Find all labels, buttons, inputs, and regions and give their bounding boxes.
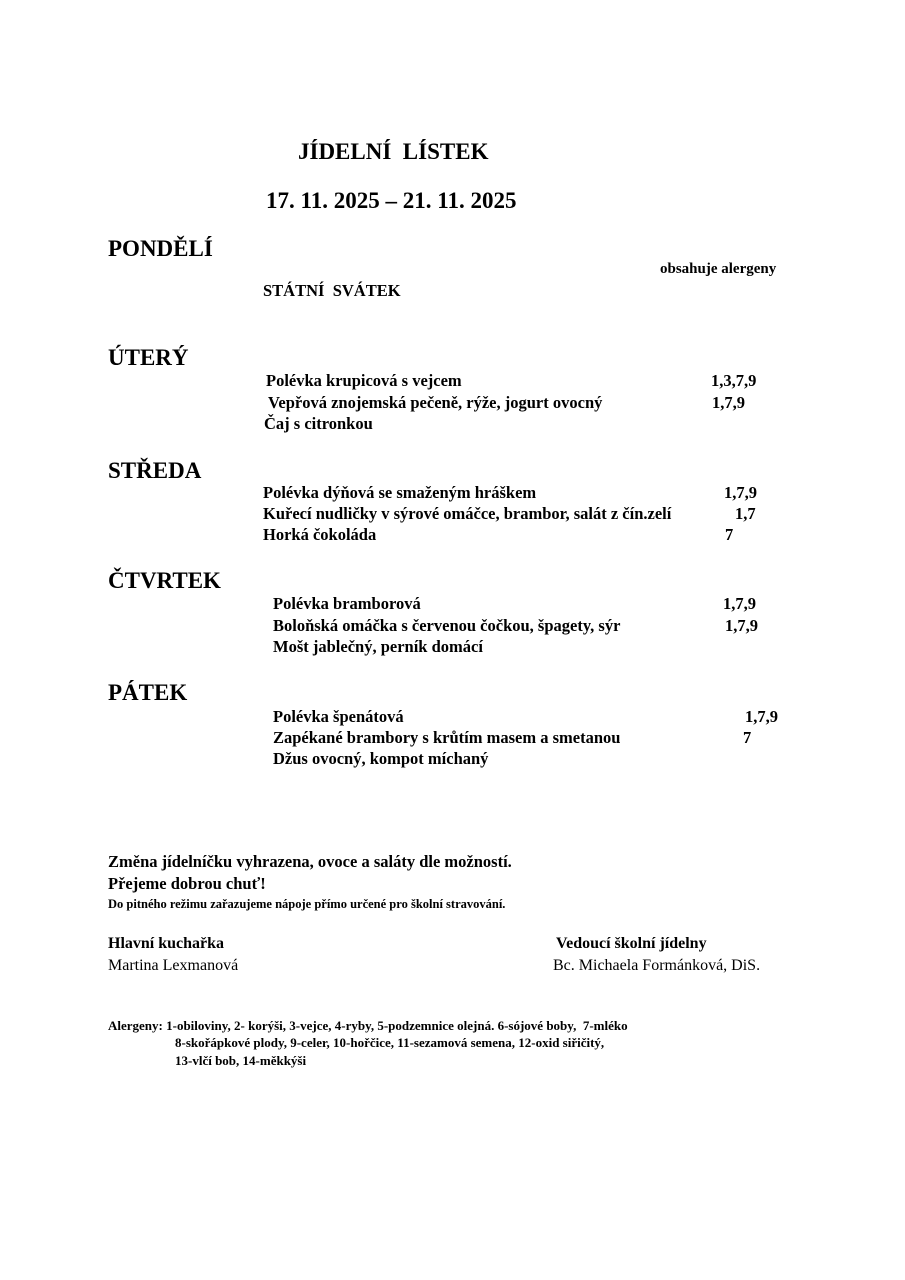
day-heading: ÚTERÝ — [108, 345, 189, 370]
dish: Horká čokoláda — [263, 525, 377, 544]
dish: Polévka špenátová — [273, 707, 404, 726]
allergen-legend: Alergeny: 1-obiloviny, 2- korýši, 3-vejce, 4-ryby, 5-podzemnice olejná. 6-sójové boby, 7-mléko — [108, 1018, 628, 1033]
dish: Zapékané brambory s krůtím masem a smetanou — [273, 728, 621, 747]
footer-greeting: Přejeme dobrou chuť! — [108, 874, 266, 893]
footer-drinks-note: Do pitného režimu zařazujeme nápoje přímo určené pro školní stravování. — [108, 897, 506, 911]
dish: Mošt jablečný, perník domácí — [273, 637, 483, 656]
dish-allergens: 1,7,9 — [745, 707, 778, 726]
day-heading: PONDĚLÍ — [108, 236, 213, 261]
dish-allergens: 1,7,9 — [712, 393, 745, 412]
dish-allergens: 7 — [743, 728, 752, 747]
day-heading: STŘEDA — [108, 458, 202, 483]
dish: Čaj s citronkou — [264, 414, 373, 433]
footer-note: Změna jídelníčku vyhrazena, ovoce a saláty dle možností. — [108, 852, 512, 871]
dish-allergens: 1,7,9 — [724, 483, 757, 502]
day-heading: PÁTEK — [108, 680, 188, 705]
dish: Polévka bramborová — [273, 594, 421, 613]
dish: Boloňská omáčka s červenou čočkou, špagety, sýr — [273, 616, 621, 635]
head-cook-name: Martina Lexmanová — [108, 957, 239, 974]
manager-role: Vedoucí školní jídelny — [556, 935, 707, 952]
manager-name: Bc. Michaela Formánková, DiS. — [553, 957, 761, 974]
holiday-note: STÁTNÍ SVÁTEK — [263, 281, 401, 300]
dish-allergens: 7 — [725, 525, 734, 544]
dish: Vepřová znojemská pečeně, rýže, jogurt ovocný — [268, 393, 603, 412]
dish-allergens: 1,3,7,9 — [711, 371, 757, 390]
head-cook-role: Hlavní kuchařka — [108, 935, 225, 952]
allergen-column-header: obsahuje alergeny — [660, 261, 777, 277]
dish-allergens: 1,7 — [735, 504, 756, 523]
dish: Polévka krupicová s vejcem — [266, 371, 462, 390]
dish: Kuřecí nudličky v sýrové omáčce, brambor, salát z čín.zelí — [263, 504, 672, 523]
dish: Džus ovocný, kompot míchaný — [273, 749, 489, 768]
dish-allergens: 1,7,9 — [725, 616, 758, 635]
day-heading: ČTVRTEK — [108, 568, 221, 593]
allergen-legend: 13-vlčí bob, 14-měkkýši — [175, 1053, 307, 1068]
dish-allergens: 1,7,9 — [723, 594, 756, 613]
allergen-legend: 8-skořápkové plody, 9-celer, 10-hořčice, 11-sezamová semena, 12-oxid siřičitý, — [175, 1035, 605, 1050]
date-range: 17. 11. 2025 – 21. 11. 2025 — [266, 188, 517, 213]
page-title: JÍDELNÍ LÍSTEK — [298, 139, 489, 164]
dish: Polévka dýňová se smaženým hráškem — [263, 483, 537, 502]
